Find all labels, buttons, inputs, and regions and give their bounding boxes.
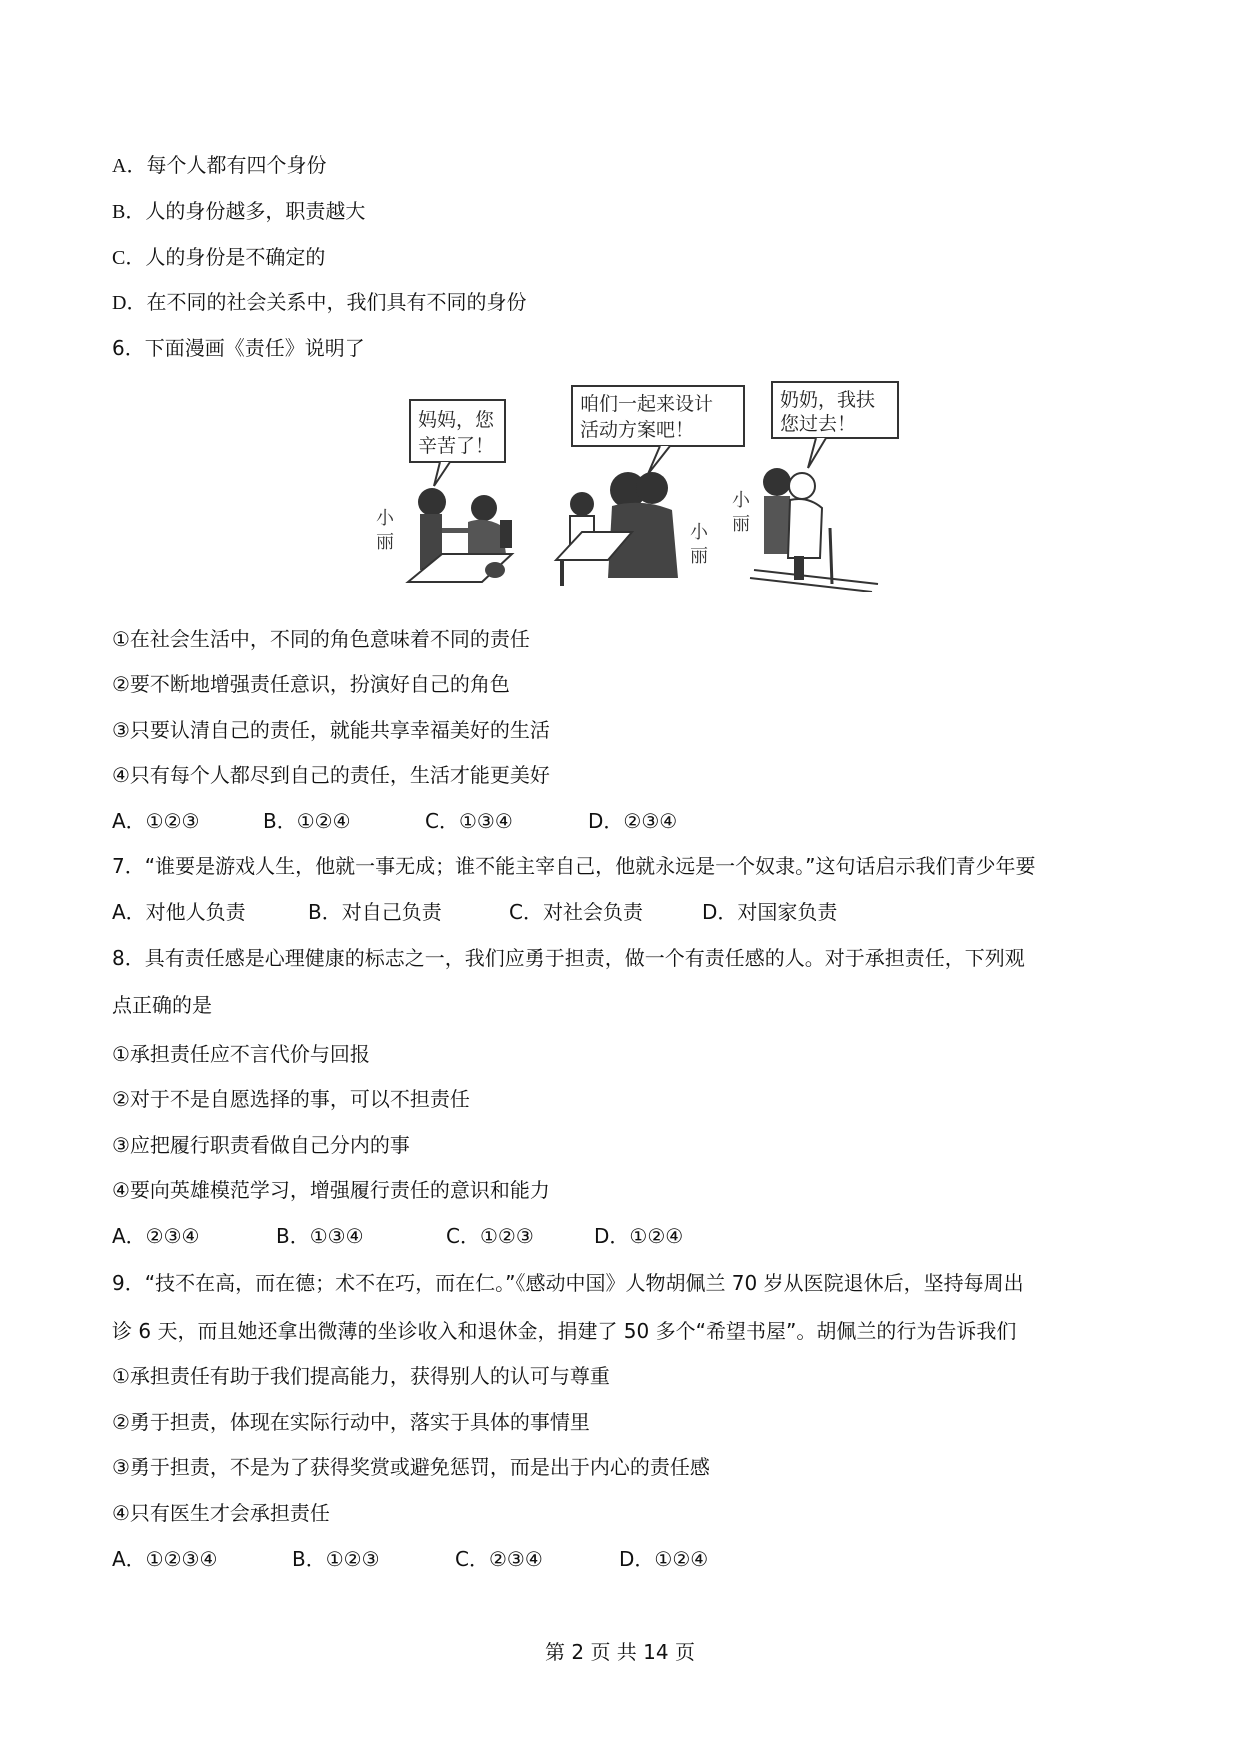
q6-options — [112, 808, 812, 834]
responsibility-comic-image — [372, 378, 905, 592]
q6-stem: 6．下面漫画《责任》说明了 — [112, 336, 365, 360]
q7-options — [112, 899, 838, 925]
q7-option-b: B．对自己负责 — [308, 900, 442, 924]
xiaoli-label-1: 小 — [376, 508, 394, 529]
q9-stem-line-2: 诊 6 天，而且她还拿出微薄的坐诊收入和退休金，捐建了 50 多个“希望书屋”。胡佩兰的行为告诉我们 — [112, 1319, 1017, 1343]
svg-text:丽: 丽 — [376, 532, 394, 553]
bubble-1-line-2: 辛苦了！ — [418, 435, 495, 457]
q9-option-b: B．①②③ — [292, 1547, 380, 1571]
xiaoli-label-3: 小 — [732, 490, 750, 511]
q7-option-a: A．对他人负责 — [112, 900, 246, 924]
q9-stem-line-1: 9．“技不在高，而在德；术不在巧，而在仁。”《感动中国》人物胡佩兰 70 岁从医院退休后，坚持每周出 — [112, 1271, 1024, 1295]
bubble-3-line-1: 奶奶，我扶 — [780, 389, 876, 411]
q9-option-a: A．①②③④ — [112, 1547, 218, 1571]
q7-option-c: C．对社会负责 — [509, 900, 643, 924]
bubble-2-line-1: 咱们一起来设计 — [580, 393, 714, 415]
bubble-1-line-1: 妈妈，您 — [418, 409, 495, 431]
q9-option-c: C．②③④ — [455, 1547, 543, 1571]
xiaoli-label-2: 小 — [690, 522, 708, 543]
comic-panel-2 — [556, 386, 744, 586]
q8-statement-4: ④要向英雄模范学习，增强履行责任的意识和能力 — [112, 1178, 550, 1202]
q5-option-c: C．人的身份是不确定的 — [112, 245, 326, 269]
q8-stem-line-1: 8．具有责任感是心理健康的标志之一，我们应勇于担责，做一个有责任感的人。对于承担责任，下列观 — [112, 946, 1025, 970]
q6-statement-4: ④只有每个人都尽到自己的责任，生活才能更美好 — [112, 763, 550, 787]
q6-option-c: C．①③④ — [425, 809, 513, 833]
q9-options — [112, 1546, 812, 1572]
q8-option-c: C．①②③ — [446, 1224, 534, 1248]
q5-option-d: D．在不同的社会关系中，我们具有不同的身份 — [112, 290, 527, 314]
q8-stem-line-2: 点正确的是 — [112, 993, 212, 1017]
q9-statement-3: ③勇于担责，不是为了获得奖赏或避免惩罚，而是出于内心的责任感 — [112, 1455, 710, 1479]
q8-options — [112, 1223, 812, 1249]
q7-stem: 7．“谁要是游戏人生，他就一事无成；谁不能主宰自己，他就永远是一个奴隶。”这句话启示我们青少年要 — [112, 854, 1036, 878]
q8-statement-1: ①承担责任应不言代价与回报 — [112, 1042, 370, 1066]
page-footer: 第 2 页 共 14 页 — [545, 1640, 695, 1664]
q8-statement-3: ③应把履行职责看做自己分内的事 — [112, 1133, 410, 1157]
q6-statement-2: ②要不断地增强责任意识，扮演好自己的角色 — [112, 672, 510, 696]
comic-panel-3 — [732, 382, 898, 592]
q6-option-b: B．①②④ — [263, 809, 351, 833]
q5-option-b: B．人的身份越多，职责越大 — [112, 199, 366, 223]
q5-option-a: A．每个人都有四个身份 — [112, 153, 327, 177]
q6-statement-1: ①在社会生活中，不同的角色意味着不同的责任 — [112, 627, 530, 651]
q9-option-d: D．①②④ — [619, 1547, 709, 1571]
q8-statement-2: ②对于不是自愿选择的事，可以不担责任 — [112, 1087, 470, 1111]
q6-option-d: D．②③④ — [588, 809, 678, 833]
q7-option-d: D．对国家负责 — [702, 900, 838, 924]
comic-panel-1 — [376, 400, 512, 582]
q8-option-a: A．②③④ — [112, 1224, 200, 1248]
bubble-2-line-2: 活动方案吧！ — [580, 419, 695, 441]
q8-option-b: B．①③④ — [276, 1224, 364, 1248]
q9-statement-4: ④只有医生才会承担责任 — [112, 1501, 330, 1525]
svg-text:丽: 丽 — [690, 546, 708, 567]
q9-statement-2: ②勇于担责，体现在实际行动中，落实于具体的事情里 — [112, 1410, 590, 1434]
bubble-3-line-2: 您过去！ — [780, 413, 857, 435]
q6-option-a: A．①②③ — [112, 809, 200, 833]
svg-text:丽: 丽 — [732, 514, 750, 535]
q8-option-d: D．①②④ — [594, 1224, 684, 1248]
q6-statement-3: ③只要认清自己的责任，就能共享幸福美好的生活 — [112, 718, 550, 742]
q9-statement-1: ①承担责任有助于我们提高能力，获得别人的认可与尊重 — [112, 1364, 610, 1388]
